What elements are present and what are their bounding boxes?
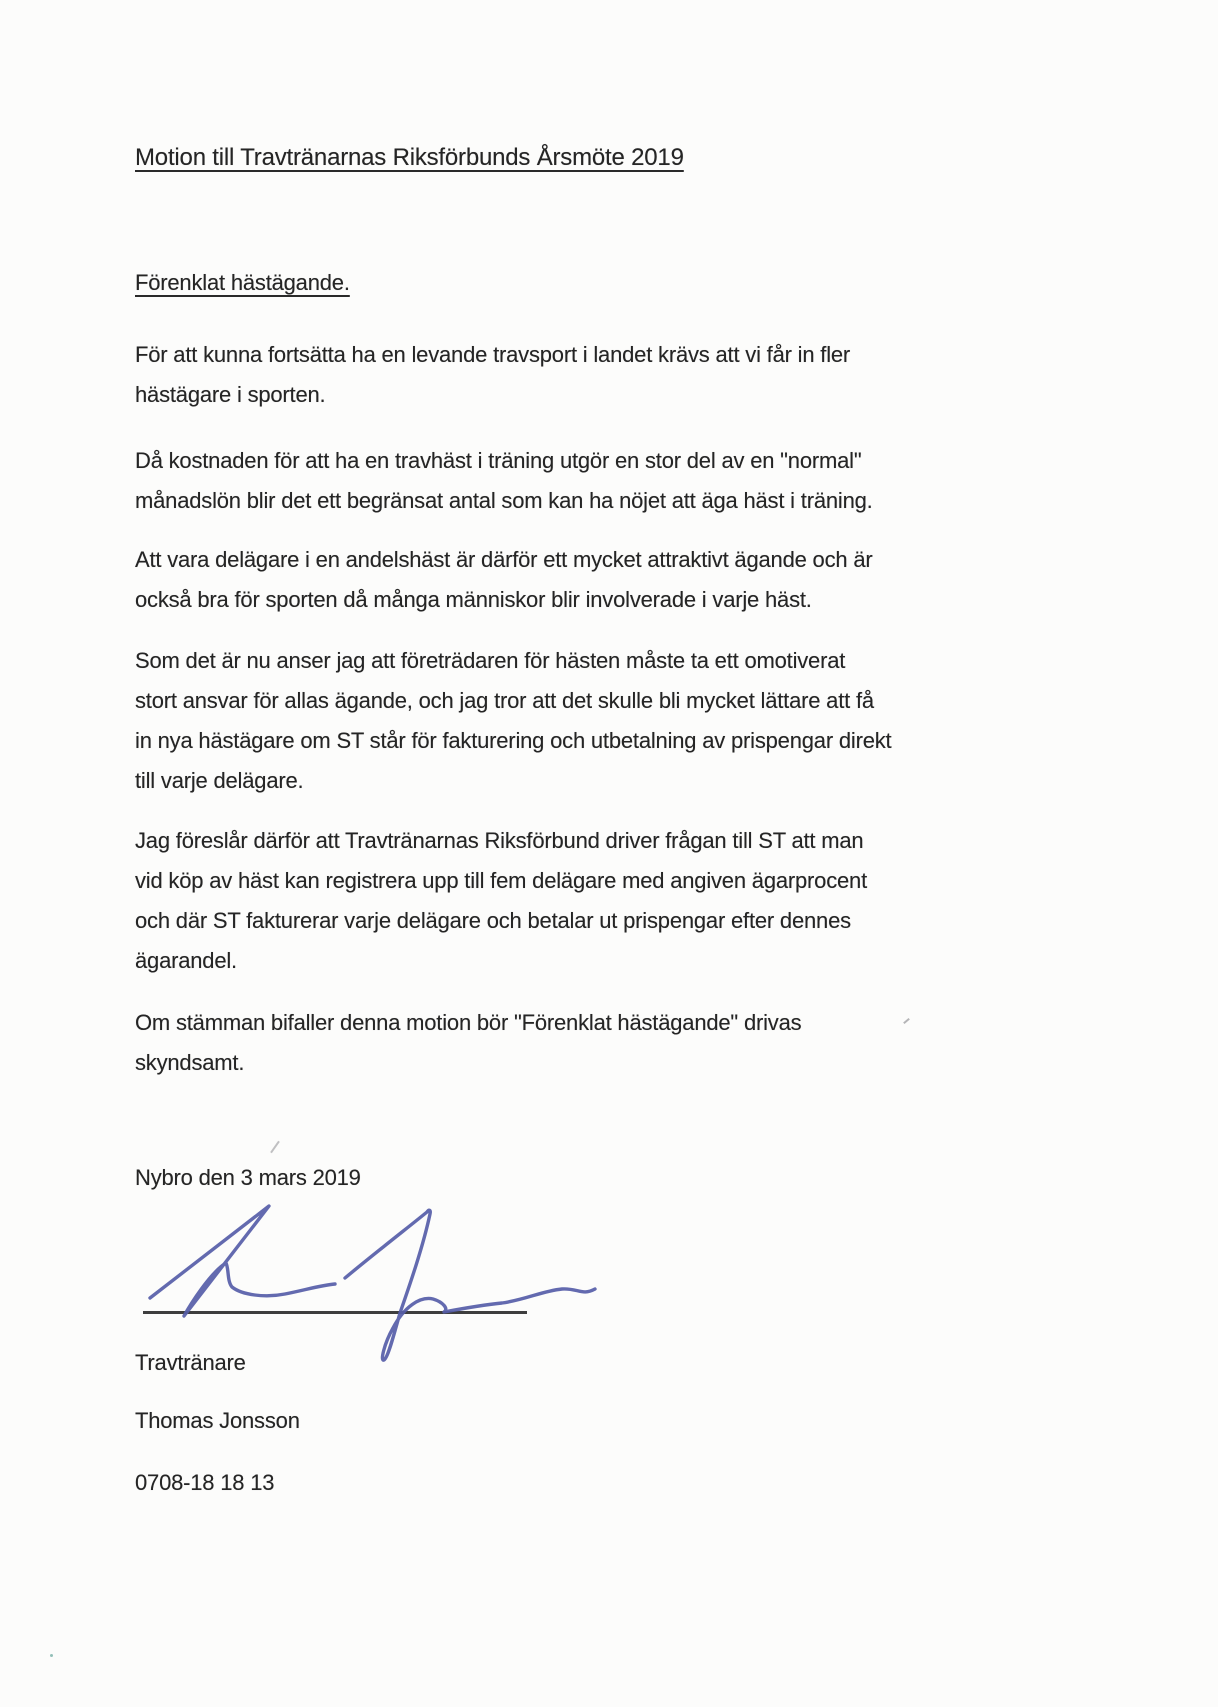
text-line: månadslön blir det ett begränsat antal som kan ha nöjet att äga häst i träning. <box>135 488 873 513</box>
paragraph-4 <box>135 641 891 801</box>
signature-stroke-1 <box>150 1206 335 1316</box>
dateline: Nybro den 3 mars 2019 <box>135 1165 361 1190</box>
text-line: ägarandel. <box>135 948 237 973</box>
document-title: Motion till Travtränarnas Riksförbunds Årsmöte 2019 <box>135 144 684 171</box>
paragraph-2 <box>135 441 873 521</box>
handwritten-signature <box>130 1195 650 1375</box>
text-line: och där ST fakturerar varje delägare och betalar ut prispengar efter dennes <box>135 908 851 933</box>
text-line: in nya hästägare om ST står för fakturering och utbetalning av prispengar direkt <box>135 728 892 753</box>
text-line: också bra för sporten då många människor blir involverade i varje häst. <box>135 587 812 612</box>
text-line: Att vara delägare i en andelshäst är därför ett mycket attraktivt ägande och är <box>135 547 873 572</box>
text-line: För att kunna fortsätta ha en levande travsport i landet krävs att vi får in fler <box>135 342 851 367</box>
text-line: Då kostnaden för att ha en travhäst i träning utgör en stor del av en "normal" <box>135 448 862 473</box>
paragraph-3 <box>135 540 873 620</box>
text-line: till varje delägare. <box>135 768 304 793</box>
text-line: stort ansvar för allas ägande, och jag tror att det skulle bli mycket lättare att få <box>135 688 874 713</box>
signer-role: Travtränare <box>135 1350 246 1375</box>
signer-name: Thomas Jonsson <box>135 1408 300 1433</box>
text-line: hästägare i sporten. <box>135 382 326 407</box>
text-line: Om stämman bifaller denna motion bör "Förenklat hästägande" drivas <box>135 1010 802 1035</box>
scan-artifact <box>270 1141 280 1154</box>
text-line: skyndsamt. <box>135 1050 245 1075</box>
paragraph-5 <box>135 821 867 981</box>
scan-artifact <box>903 1018 910 1024</box>
signer-phone: 0708-18 18 13 <box>135 1470 275 1495</box>
paragraph-1 <box>135 335 850 415</box>
section-heading: Förenklat hästägande. <box>135 270 350 295</box>
paragraph-6 <box>135 1003 801 1083</box>
text-line: Jag föreslår därför att Travtränarnas Riksförbund driver frågan till ST att man <box>135 828 864 853</box>
scan-artifact <box>50 1654 53 1657</box>
signature-stroke-2 <box>345 1210 595 1360</box>
text-line: Som det är nu anser jag att företrädaren för hästen måste ta ett omotiverat <box>135 648 846 673</box>
text-line: vid köp av häst kan registrera upp till fem delägare med angiven ägarprocent <box>135 868 868 893</box>
